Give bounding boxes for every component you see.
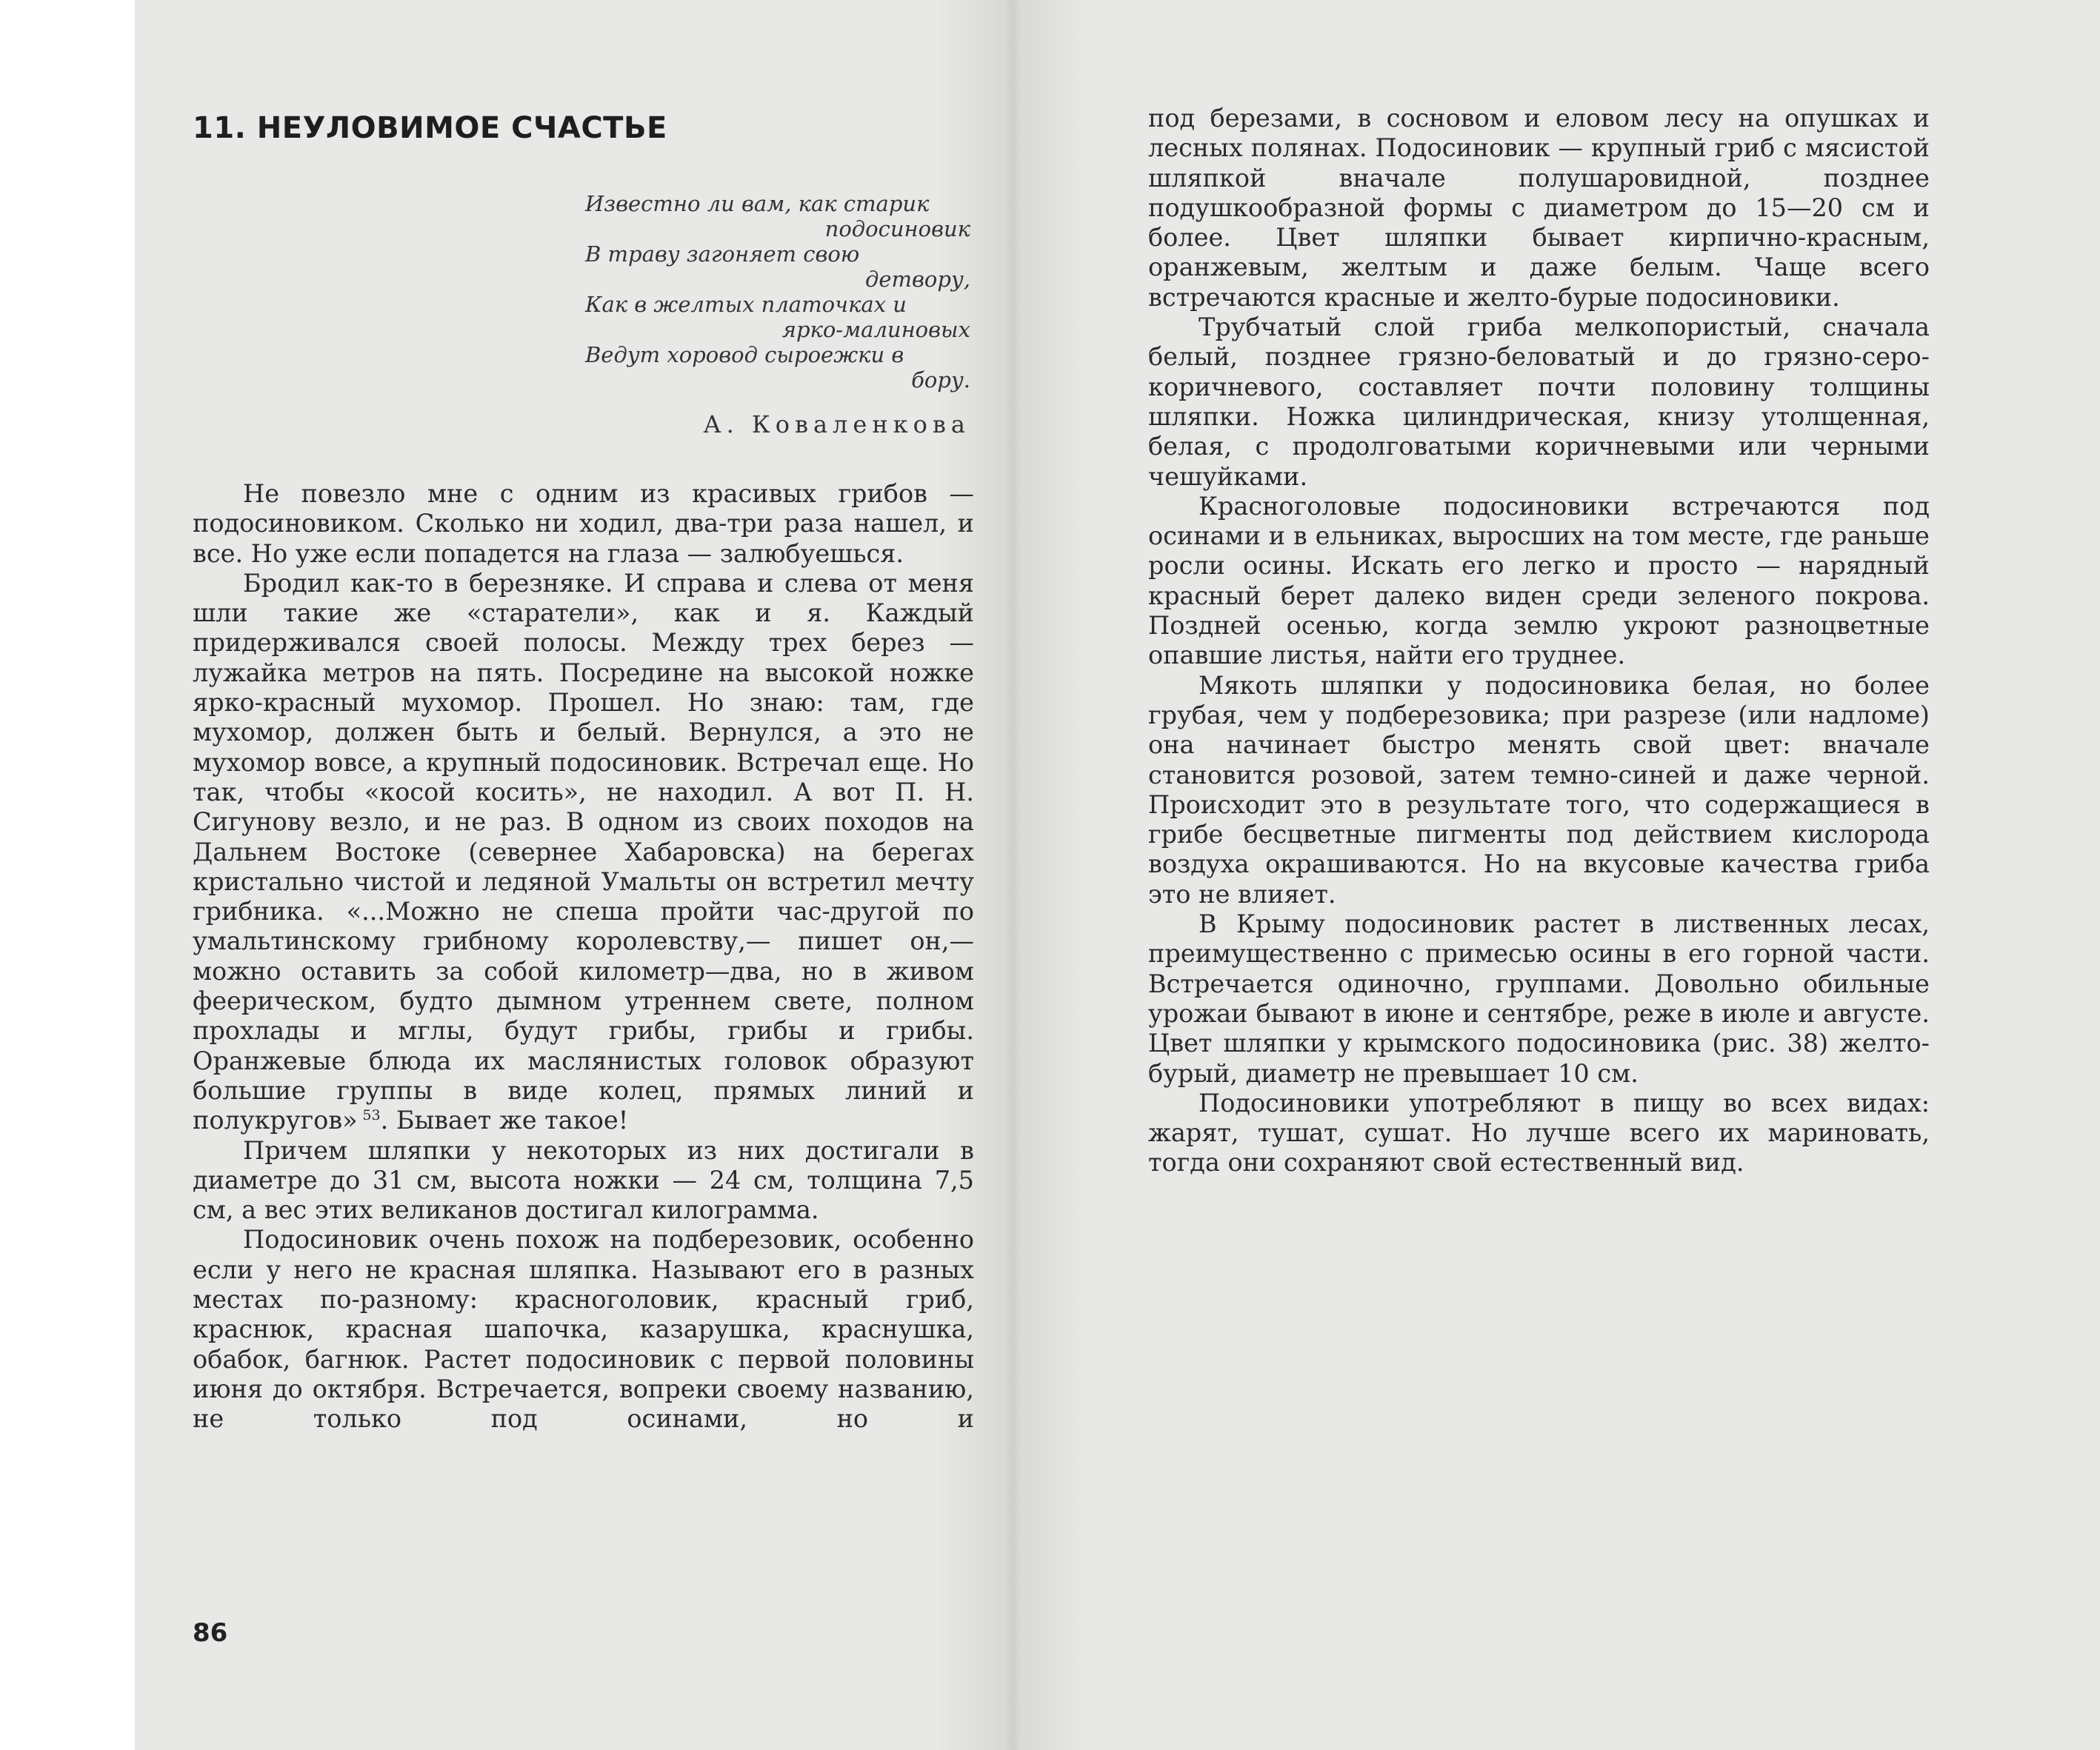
epigraph-author: А. Коваленкова <box>703 410 970 438</box>
paragraph-tail: . Бывает же такое! <box>380 1106 629 1135</box>
epigraph-line: В траву загоняет свою <box>585 241 860 267</box>
paragraph: Трубчатый слой гриба мелкопористый, сначала белый, позднее грязно-беловатый и до грязно-серо-коричневого, составляет почти половину толщины шляпки. Ножка цилиндрическая, книзу утолщенная, белая, с продолговатыми коричневыми или черными чешуйками. <box>1148 313 1930 491</box>
paragraph: Мякоть шляпки у подосиновика белая, но более грубая, чем у подберезовика; при разрезе (или надломе) она начинает быстро менять свой цвет: вначале становится розовой, затем темно-синей и даже черной. Происходит это в результате того, что содержащиеся в грибе бесцветные пигменты под действием кислорода воздуха окрашиваются. Но на вкусовые качества гриба это не влияет. <box>1148 670 1930 909</box>
paragraph <box>193 569 974 1136</box>
epigraph <box>585 191 970 393</box>
epigraph-line: Как в желтых платочках и <box>585 292 907 317</box>
paragraph: Подосиновик очень похож на подберезовик, особенно если у него не красная шляпка. Называют его в разных местах по-разному: красноголовик, красный гриб, краснюк, красная шапочка, казарушка, краснушка, обабок, багнюк. Растет подосиновик с первой половины июня до октября. Встречается, вопреки своему названию, не только под осинами, но и <box>193 1225 974 1434</box>
paragraph: В Крыму подосиновик растет в лиственных лесах, преимущественно с примесью осины в его горной части. Встречается одиночно, группами. Довольно обильные урожаи бывают в июне и сентябре, реже в июле и августе. Цвет шляпки у крымского подосиновика (рис. 38) желто-бурый, диаметр не превышает 10 см. <box>1148 909 1930 1088</box>
epigraph-line: ярко-малиновых <box>781 317 970 342</box>
page-number: 86 <box>193 1618 228 1648</box>
paragraph: под березами, в сосновом и еловом лесу на опушках и лесных полянах. Подосиновик — крупный гриб с мясистой шляпкой вначале полушаровидной, позднее подушкообразной формы с диаметром до 15—20 см и более. Цвет шляпки бывает кирпично-красным, оранжевым, желтым и даже белым. Чаще всего встречаются красные и желто-бурые подосиновики. <box>1148 104 1930 312</box>
epigraph-line: детвору, <box>865 267 970 292</box>
left-page-body <box>193 479 974 1435</box>
right-page-body <box>1148 104 1930 1178</box>
chapter-title: 11. НЕУЛОВИМОЕ СЧАСТЬЕ <box>193 111 667 145</box>
paragraph: Подосиновики употребляют в пищу во всех видах: жарят, тушат, сушат. Но лучше всего их мариновать, тогда они сохраняют свой естественный вид. <box>1148 1088 1930 1178</box>
epigraph-line: Известно ли вам, как старик <box>585 191 930 216</box>
epigraph-line: бору. <box>911 367 970 393</box>
paragraph: Не повезло мне с одним из красивых грибов — подосиновиком. Сколько ни ходил, два-три раза нашел, и все. Но уже если попадется на глаза — залюбуешься. <box>193 479 974 568</box>
epigraph-line: подосиновик <box>824 216 970 241</box>
paragraph: Красноголовые подосиновики встречаются под осинами и в ельниках, выросших на том месте, где раньше росли осины. Искать его легко и просто — нарядный красный берет далеко виден среди зеленого покрова. Поздней осенью, когда землю укроют разноцветные опавшие листья, найти его труднее. <box>1148 491 1930 670</box>
epigraph-line: Ведут хоровод сыроежки в <box>585 342 904 367</box>
paragraph: Причем шляпки у некоторых из них достигали в диаметре до 31 см, высота ножки — 24 см, толщина 7,5 см, а вес этих великанов достигал килограмма. <box>193 1135 974 1225</box>
footnote-ref: 53 <box>362 1107 381 1124</box>
paragraph-text: Бродил как-то в березняке. И справа и слева от меня шли такие же «старатели», как и я. Каждый придерживался своей полосы. Между трех берез — лужайка метров на пять. Посредине на высокой ножке ярко-красный мухомор. Прошел. Но знаю: там, где мухомор, должен быть и белый. Вернулся, а это не мухомор вовсе, а крупный подосиновик. Встречал еще. Но так, чтобы «косой косить», не находил. А вот П. Н. Сигунову везло, и не раз. В одном из своих походов на Дальнем Востоке (севернее Хабаровска) на берегах кристально чистой и ледяной Умальты он встретил мечту грибника. «...Можно не спеша пройти час-другой по умальтинскому грибному королевству,— пишет он,— можно оставить за собой километр—два, но в живом феерическом, будто дымном утреннем свете, полном прохлады и мглы, будут грибы, грибы и грибы. Оранжевые блюда их маслянистых головок образуют большие группы в виде колец, прямых линий и полукругов» <box>193 568 974 1135</box>
